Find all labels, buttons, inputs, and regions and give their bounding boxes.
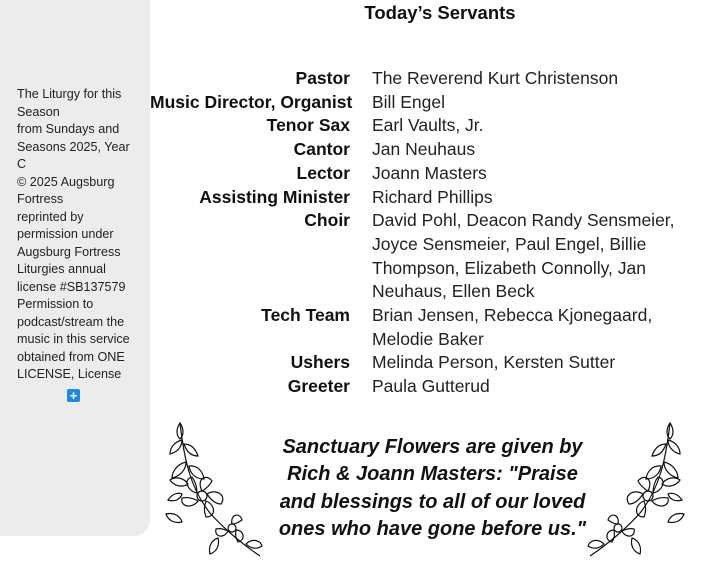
role-label: Ushers	[290, 352, 350, 373]
role-label: Lector	[296, 162, 350, 183]
sidebar-line: license #SB137579	[17, 279, 126, 294]
servant-row-tenor-sax	[150, 114, 677, 138]
role-names: Paula Gutterud	[372, 376, 490, 397]
servant-row-cantor	[150, 138, 677, 162]
sidebar-line: reprinted by	[17, 209, 84, 224]
sidebar-line: © 2025 Augsburg	[17, 174, 115, 189]
floral-left-icon	[160, 418, 265, 560]
role-names: Jan Neuhaus	[372, 139, 476, 160]
servant-row-assisting-minister	[150, 186, 677, 210]
servant-row-choir	[150, 209, 677, 304]
sidebar-line: podcast/stream the	[17, 314, 125, 329]
sidebar-line: obtained from ONE	[17, 349, 125, 364]
sidebar-line: permission under	[17, 227, 114, 241]
servants-list	[150, 67, 677, 399]
servant-row-tech-team	[150, 304, 677, 351]
role-names: Richard Phillips	[372, 186, 493, 207]
sidebar-line: Seasons 2025, Year	[17, 139, 130, 154]
role-names: Brian Jensen, Rebecca Kjonegaard, Melodie Baker	[372, 305, 653, 349]
role-label: Choir	[304, 210, 350, 231]
role-label: Tech Team	[261, 305, 350, 326]
floral-right-icon	[585, 418, 690, 560]
servant-row-lector	[150, 162, 677, 186]
expand-button[interactable]: +	[67, 389, 80, 402]
servant-row-pastor	[150, 67, 677, 91]
role-names: Bill Engel	[372, 91, 445, 112]
dedication-line: and blessings to all of our loved	[279, 490, 586, 513]
sidebar-line: LICENSE, License	[17, 367, 122, 381]
role-label: Greeter	[287, 376, 350, 397]
sidebar-line: from Sundays and	[17, 122, 120, 136]
sidebar-line: C	[17, 157, 27, 171]
role-label: Cantor	[293, 139, 350, 160]
sidebar-line: music in this service	[17, 332, 130, 346]
sidebar-line: Liturgies annual	[17, 262, 106, 276]
sidebar-line: The Liturgy for this	[17, 87, 122, 101]
sidebar-line: Augsburg Fortress	[17, 244, 121, 259]
dedication-line: Rich & Joann Masters: "Praise	[287, 463, 578, 486]
servant-row-music-director	[150, 91, 677, 115]
page-title: Today’s Servants	[364, 2, 516, 23]
role-names: Joann Masters	[372, 162, 487, 183]
role-label: Pastor	[295, 68, 350, 88]
sidebar-line: Permission to	[17, 297, 94, 311]
role-label: Tenor Sax	[266, 115, 350, 136]
role-names: David Pohl, Deacon Randy Sensmeier, Joyce Sensmeier, Paul Engel, Billie Thompson, Elizabeth Connolly, Jan Neuhaus, Ellen Beck	[372, 210, 675, 302]
servant-row-ushers	[150, 351, 677, 375]
role-names: Melinda Person, Kersten Sutter	[372, 352, 616, 373]
sidebar	[0, 0, 150, 536]
role-names: The Reverend Kurt Christenson	[372, 68, 619, 88]
dedication-line: ones who have gone before us."	[278, 517, 587, 540]
role-label: Assisting Minister	[199, 186, 350, 207]
dedication-line: Sanctuary Flowers are given by	[282, 436, 583, 458]
liturgy-license-text	[17, 86, 131, 384]
flowers-dedication	[270, 434, 595, 543]
servant-row-greeter	[150, 375, 677, 399]
sidebar-line: Fortress	[17, 192, 64, 206]
role-names: Earl Vaults, Jr.	[372, 115, 484, 136]
sidebar-line: Season	[17, 104, 60, 119]
role-label: Music Director, Organist	[150, 91, 353, 112]
